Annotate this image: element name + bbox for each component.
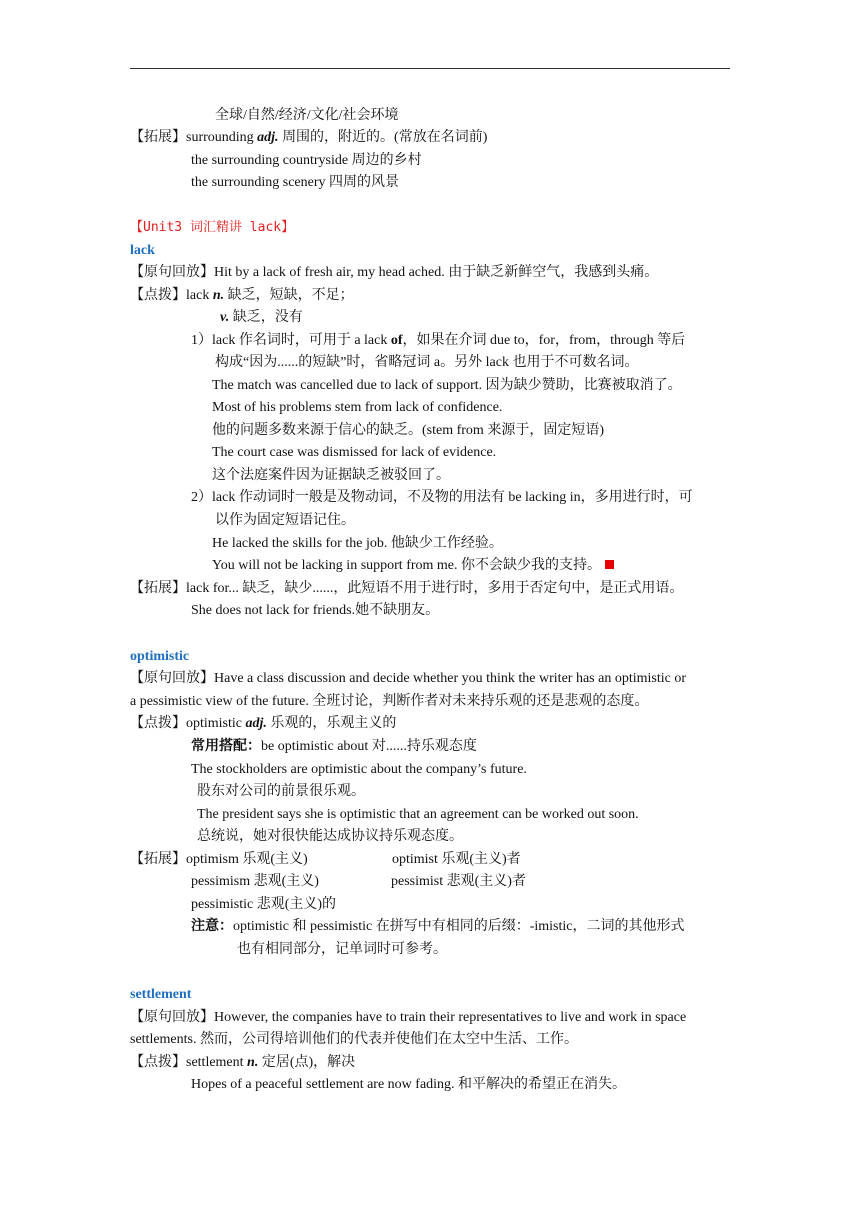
example-sentence: The court case was dismissed for lack of evidence.: [212, 445, 497, 460]
definition: 周围的，附近的。(常放在名词前): [278, 130, 488, 145]
extension-word: pessimist 悲观(主义)者: [391, 874, 526, 889]
example-translation: 股东对公司的前景很乐观。: [197, 784, 365, 799]
header-rule: [130, 68, 730, 69]
note-item-1: 1）lack 作名词时，可用于 a lack of，如果在介词 due to，for，from，through 等后: [191, 333, 686, 348]
part-of-speech: n.: [247, 1055, 259, 1070]
original-sentence: 【原句回放】Have a class discussion and decide whether you think the writer has an optimistic or: [130, 671, 686, 686]
example-sentence: The match was cancelled due to lack of support. 因为缺少赞助，比赛被取消了。: [212, 378, 682, 393]
original-sentence-cont: settlements. 然而，公司得培训他们的代表并使他们在太空中生活、工作。: [130, 1032, 578, 1047]
example-sentence: the surrounding countryside 周边的乡村: [191, 153, 422, 168]
original-tag: 【原句回放】: [130, 671, 214, 686]
point-tag: 【点拨】: [130, 716, 186, 731]
extension-tag: 【拓展】: [130, 581, 186, 596]
part-of-speech: adj.: [257, 130, 279, 145]
original-sentence: 【原句回放】However, the companies have to train their representatives to live and work in space: [130, 1010, 687, 1025]
example-sentence: The president says she is optimistic that an agreement can be worked out soon.: [197, 807, 639, 822]
example-sentence: the surrounding scenery 四周的风景: [191, 175, 400, 190]
note-line-cont: 也有相同部分，记单词时可参考。: [237, 942, 447, 957]
intro-line: 全球/自然/经济/文化/社会环境: [215, 108, 399, 123]
part-of-speech: n.: [212, 288, 225, 303]
point-tag: 【点拨】: [130, 1055, 186, 1070]
example-sentence: You will not be lacking in support from me. 你不会缺少我的支持。: [212, 556, 614, 576]
part-of-speech: v.: [220, 310, 230, 325]
extension-line: 【拓展】lack for... 缺乏，缺少......，此短语不用于进行时，多用于否定句中，是正式用语。: [130, 581, 684, 596]
example-sentence: He lacked the skills for the job. 他缺少工作经验。: [212, 536, 503, 551]
word-heading-settlement: settlement: [130, 987, 192, 1002]
extension-tag: 【拓展】: [130, 852, 186, 867]
point-line: 【点拨】lack n. 缺乏，短缺，不足；: [130, 288, 354, 303]
note-label: 注意：: [191, 919, 233, 934]
example-sentence: Most of his problems stem from lack of confidence.: [212, 400, 503, 415]
note-item-2-cont: 以作为固定短语记住。: [215, 513, 355, 528]
intro-extension: [130, 128, 487, 148]
example-translation: 总统说，她对很快能达成协议持乐观态度。: [197, 829, 463, 844]
extension-line: 【拓展】optimism 乐观(主义): [130, 852, 308, 867]
part-of-speech: adj.: [245, 716, 267, 731]
extension-word: surrounding: [186, 130, 258, 145]
word-heading-lack: lack: [130, 243, 155, 258]
red-square-icon: [605, 560, 614, 569]
note-line: 注意：optimistic 和 pessimistic 在拼写中有相同的后缀：-imistic，二词的其他形式: [191, 919, 685, 934]
extension-word: pessimism 悲观(主义): [191, 874, 319, 889]
extension-word: optimist 乐观(主义)者: [392, 852, 521, 867]
point-line: 【点拨】optimistic adj. 乐观的，乐观主义的: [130, 716, 397, 731]
original-sentence: 【原句回放】Hit by a lack of fresh air, my head ached. 由于缺乏新鲜空气，我感到头痛。: [130, 265, 659, 280]
example-translation: 他的问题多数来源于信心的缺乏。(stem from 来源于，固定短语): [212, 423, 604, 438]
original-tag: 【原句回放】: [130, 1010, 214, 1025]
point-line-verb: v. 缺乏，没有: [220, 310, 303, 325]
unit-title: 【Unit3 词汇精讲 lack】: [130, 220, 295, 235]
collocation-label: 常用搭配：: [191, 739, 261, 754]
point-tag: 【点拨】: [130, 288, 186, 303]
example-translation: 这个法庭案件因为证据缺乏被驳回了。: [212, 468, 450, 483]
word-heading-optimistic: optimistic: [130, 649, 190, 664]
example-sentence: Hopes of a peaceful settlement are now fading. 和平解决的希望正在消失。: [191, 1077, 627, 1092]
original-sentence-cont: a pessimistic view of the future. 全班讨论，判断作者对未来持乐观的还是悲观的态度。: [130, 694, 649, 709]
note-item-1-cont: 构成“因为......的短缺”时，省略冠词 a。另外 lack 也用于不可数名词。: [215, 355, 639, 370]
original-tag: 【原句回放】: [130, 265, 214, 280]
point-line: 【点拨】settlement n. 定居(点)，解决: [130, 1055, 356, 1070]
collocation-line: 常用搭配：be optimistic about 对......持乐观态度: [191, 739, 477, 754]
note-item-2: 2）lack 作动词时一般是及物动词，不及物的用法有 be lacking in，多用进行时，可: [191, 490, 693, 505]
example-sentence: She does not lack for friends.她不缺朋友。: [191, 603, 440, 618]
extension-tag: 【拓展】: [130, 130, 186, 145]
example-sentence: The stockholders are optimistic about the company’s future.: [191, 762, 527, 777]
extension-word: pessimistic 悲观(主义)的: [191, 897, 337, 912]
